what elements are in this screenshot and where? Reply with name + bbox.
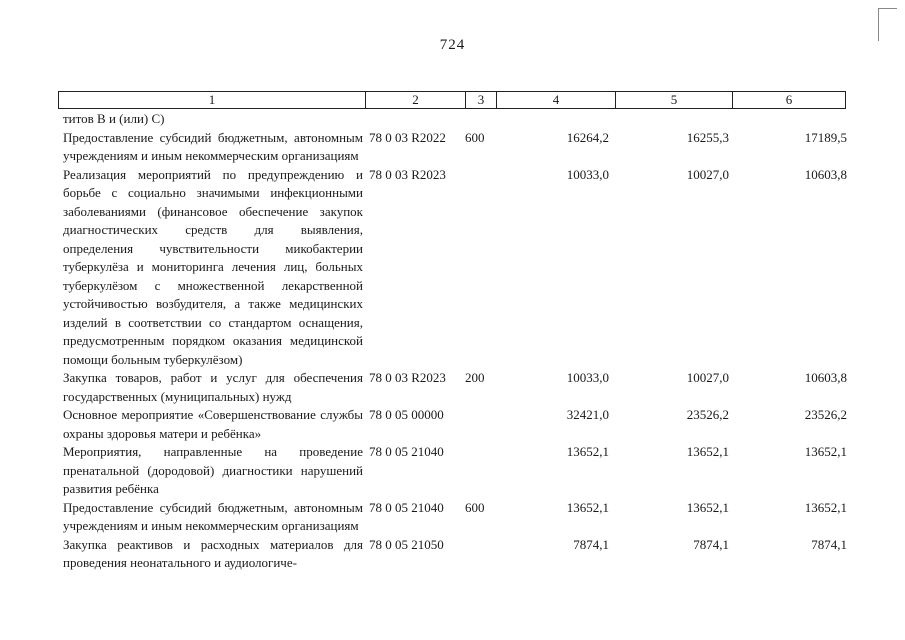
row-value-6: 13652,1 [804,499,847,515]
row-value-5: 7874,1 [693,536,729,552]
row-description: Закупка реактивов и расходных материалов для проведения неонатального и аудиологиче- [63,536,363,570]
header-col-3: 3 [466,92,497,108]
row-value-6: 7874,1 [811,536,847,552]
row-value-4: 10033,0 [566,166,609,182]
row-value-5: 10027,0 [686,166,729,182]
row-type: 200 [465,370,485,385]
table-row [63,443,853,499]
row-code: 78 0 05 21040 [369,444,444,459]
row-value-4: 10033,0 [566,370,609,385]
table-row [63,110,853,129]
table-row [63,499,853,536]
row-value-6: 23526,2 [804,407,847,422]
row-code: 78 0 05 21040 [369,499,444,515]
row-description: титов В и (или) С) [63,111,165,126]
header-col-4: 4 [497,92,616,108]
scan-corner-mark [878,8,897,41]
header-col-6: 6 [785,92,793,107]
row-code: 78 0 05 00000 [369,407,444,422]
row-code: 78 0 03 R2023 [369,370,446,385]
row-description: Предоставление субсидий бюджетным, автономным учреждениям и иным некоммерческим организациям [63,499,363,533]
table-row [63,536,853,573]
row-value-6: 10603,8 [804,370,847,385]
row-description: Предоставление субсидий бюджетным, автономным учреждениям и иным некоммерческим организациям [63,129,363,163]
row-value-5: 13652,1 [686,499,729,515]
row-value-4: 7874,1 [573,536,609,552]
row-value-6: 10603,8 [804,166,847,182]
row-type: 600 [465,499,485,515]
page-number: 724 [439,37,466,53]
header-col-2: 2 [366,92,466,108]
row-value-4: 13652,1 [566,444,609,459]
row-value-6: 17189,5 [804,129,847,145]
row-value-5: 13652,1 [686,444,729,459]
row-type: 600 [465,129,485,145]
row-description: Реализация мероприятий по предупреждению и борьбе с социально значимыми инфекционными заболеваниями (финансовое обеспечение закупок диагностических средств для выявления, определения чувствительности микобактерии туберкулёза и мониторинга лечения лиц, больных туберкулёзом с множественной лекарственной устойчивостью возбудителя, а также медицинских изделий в соответствии со стандартом оснащения, предусмотренным порядком оказания медицинской помощи больным туберкулёзом) [63,166,363,367]
table-row [63,369,853,406]
row-value-5: 23526,2 [686,407,729,422]
table-header [58,91,846,109]
row-description: Закупка товаров, работ и услуг для обеспечения государственных (муниципальных) нужд [63,370,363,404]
header-col-1: 1 [59,92,366,108]
row-code: 78 0 05 21050 [369,536,444,552]
row-value-4: 13652,1 [566,499,609,515]
row-value-5: 16255,3 [686,129,729,145]
table-body [63,110,853,573]
table-row [63,166,853,370]
header-col-5: 5 [616,92,733,108]
table-row [63,129,853,166]
row-code: 78 0 03 R2022 [369,129,446,145]
row-description: Мероприятия, направленные на проведение пренатальной (дородовой) диагностики нарушений развития ребёнка [63,444,363,496]
row-code: 78 0 03 R2023 [369,166,446,182]
row-description: Основное мероприятие «Совершенствование службы охраны здоровья матери и ребёнка» [63,407,363,441]
row-value-4: 16264,2 [566,129,609,145]
row-value-5: 10027,0 [686,370,729,385]
row-value-4: 32421,0 [566,407,609,422]
row-value-6: 13652,1 [804,444,847,459]
table-row [63,406,853,443]
